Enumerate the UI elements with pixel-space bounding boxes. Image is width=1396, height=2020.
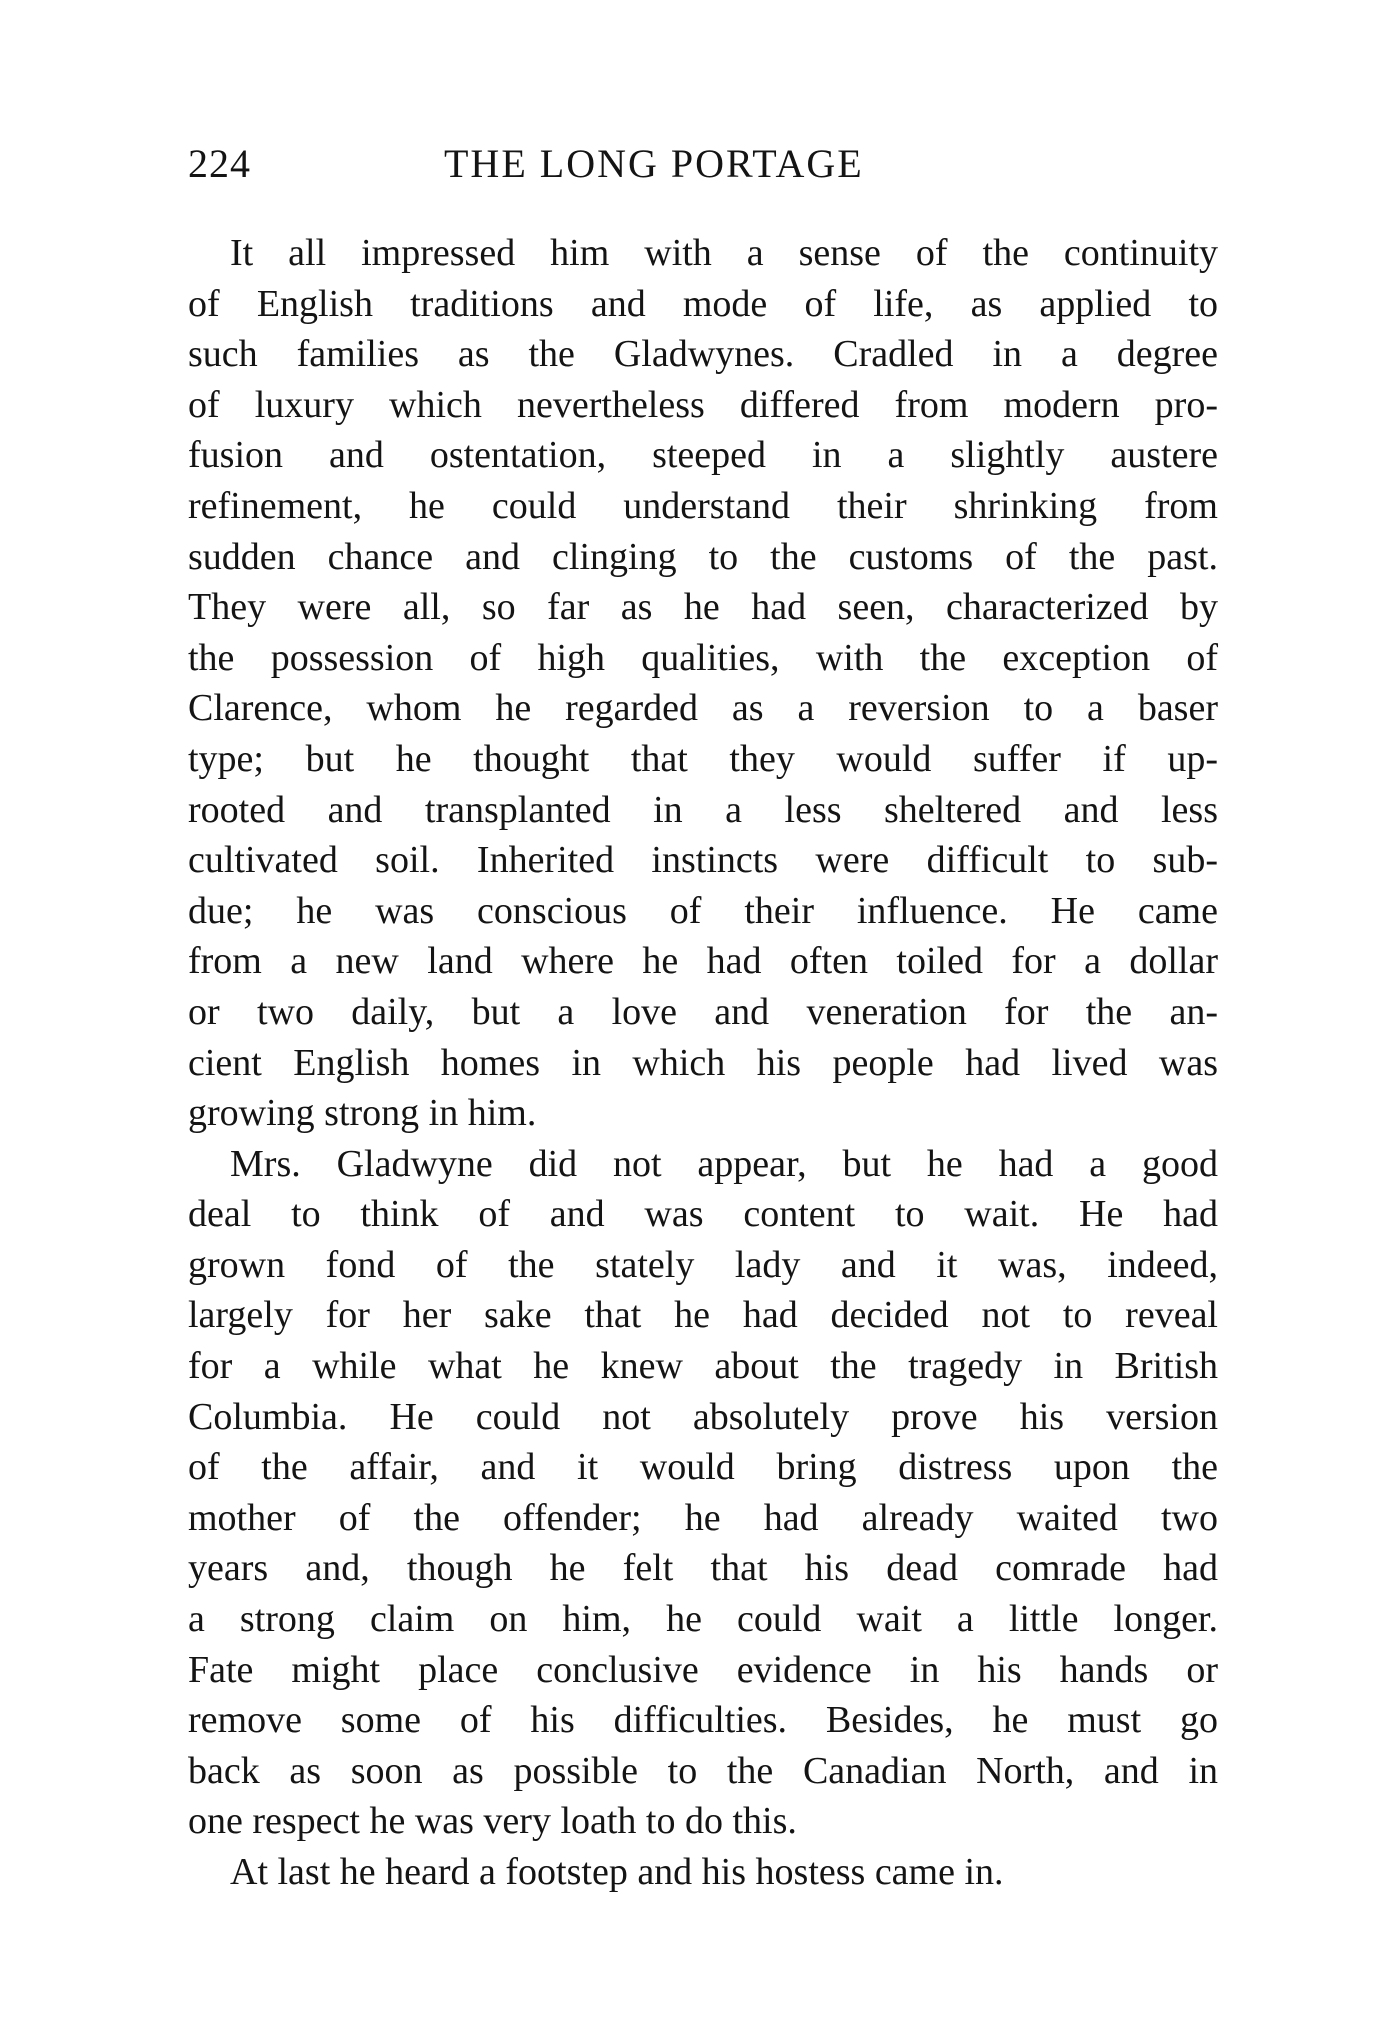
- text-line: It all impressed him with a sense of the continuity: [230, 232, 1218, 274]
- text-line: mother of the offender; he had already waited two: [188, 1496, 1218, 1539]
- paragraph: [188, 1847, 1218, 1898]
- page-number: 224: [188, 141, 251, 186]
- text-line: of English traditions and mode of life, as applied to: [188, 282, 1218, 325]
- text-line: refinement, he could understand their shrinking from: [188, 484, 1218, 527]
- text-line: back as soon as possible to the Canadian North, and in: [188, 1749, 1218, 1792]
- text-line: type; but he thought that they would suffer if up-: [188, 737, 1218, 780]
- text-line: from a new land where he had often toiled for a dollar: [188, 940, 1218, 983]
- page-header: [188, 140, 1218, 200]
- text-line: At last he heard a footstep and his hostess came in.: [230, 1851, 1004, 1893]
- text-line: due; he was conscious of their influence. He came: [188, 889, 1218, 932]
- text-line: largely for her sake that he had decided not to reveal: [188, 1294, 1218, 1337]
- text-line: Mrs. Gladwyne did not appear, but he had a good: [230, 1142, 1218, 1185]
- text-line: a strong claim on him, he could wait a little longer.: [188, 1598, 1218, 1641]
- text-line: growing strong in him.: [188, 1092, 537, 1135]
- running-title: THE LONG PORTAGE: [444, 141, 864, 186]
- text-line: deal to think of and was content to wait. He had: [188, 1193, 1218, 1236]
- body-text: [188, 228, 1218, 1898]
- text-line: one respect he was very loath to do this.: [188, 1800, 797, 1843]
- text-line: cient English homes in which his people had lived was: [188, 1041, 1218, 1084]
- text-line: the possession of high qualities, with the exception of: [188, 636, 1218, 679]
- text-line: grown fond of the stately lady and it was, indeed,: [188, 1243, 1218, 1286]
- paragraph: [188, 228, 1218, 1139]
- text-line: sudden chance and clinging to the customs of the past.: [188, 535, 1218, 578]
- text-line: They were all, so far as he had seen, characterized by: [188, 586, 1218, 629]
- text-line: such families as the Gladwynes. Cradled in a degree: [188, 333, 1218, 376]
- text-line: cultivated soil. Inherited instincts were difficult to sub-: [188, 839, 1218, 882]
- text-line: rooted and transplanted in a less sheltered and less: [188, 788, 1218, 831]
- text-line: of luxury which nevertheless differed from modern pro-: [188, 383, 1218, 426]
- text-line: years and, though he felt that his dead comrade had: [188, 1547, 1218, 1590]
- text-line: of the affair, and it would bring distress upon the: [188, 1446, 1218, 1489]
- text-line: fusion and ostentation, steeped in a slightly austere: [188, 434, 1218, 477]
- text-line: Clarence, whom he regarded as a reversion to a baser: [188, 687, 1218, 730]
- text-line: for a while what he knew about the tragedy in British: [188, 1345, 1218, 1388]
- text-line: Columbia. He could not absolutely prove his version: [188, 1395, 1218, 1438]
- text-line: Fate might place conclusive evidence in his hands or: [188, 1648, 1218, 1691]
- paragraph: [188, 1139, 1218, 1847]
- text-line: or two daily, but a love and veneration for the an-: [188, 990, 1218, 1033]
- text-line: remove some of his difficulties. Besides, he must go: [188, 1699, 1218, 1742]
